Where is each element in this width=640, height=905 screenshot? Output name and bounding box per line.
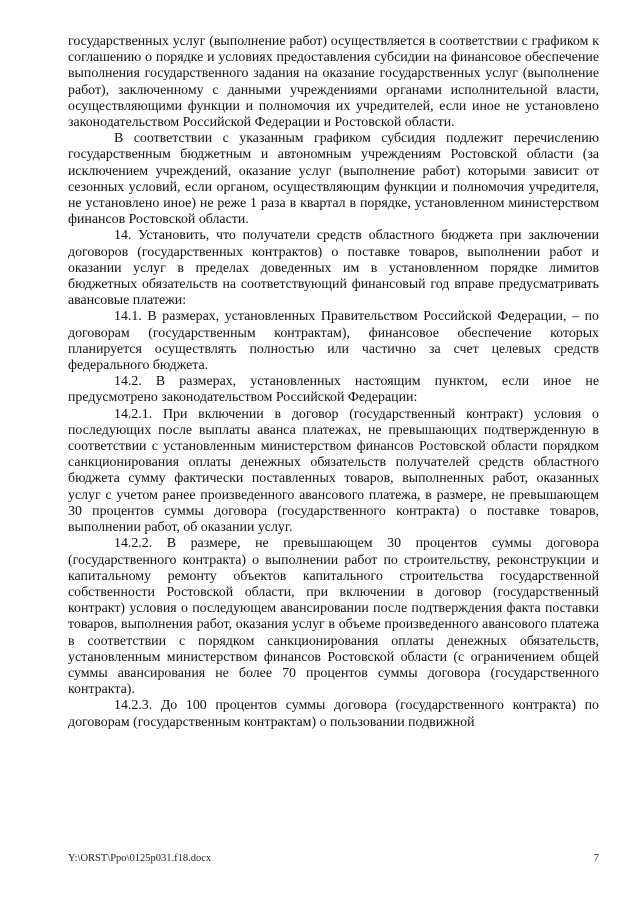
paragraph-14-2-3: 14.2.3. До 100 процентов суммы договора (государственного контракта) по договорам (государственным контрактам) о пользовании подвижной (68, 698, 599, 730)
paragraph-14-2-2: 14.2.2. В размере, не превышающем 30 процентов суммы договора (государственного контракта) о выполнении работ по строительству, реконструкции и капитальному ремонту объектов капитального строительства государственной собственности Ростовской области, при включении в договор (государственный контракт) условия о последующем авансировании после подтверждения факта поставки товаров, выполнения работ, оказания услуг в объеме произведенного авансового платежа в соответствии с порядком санкционирования оплаты денежных обязательств, установленным министерством финансов Ростовской области (с ограничением общей суммы авансирования не более 70 процентов суммы договора (государственного контракта). (68, 536, 599, 698)
file-path: Y:\ORST\Ppo\0125p031.f18.docx (68, 853, 212, 864)
paragraph-14-2: 14.2. В размерах, установленных настоящим пунктом, если иное не предусмотрено законодательством Российской Федерации: (68, 374, 599, 406)
paragraph-14-1: 14.1. В размерах, установленных Правительством Российской Федерации, – по договорам (государственным контрактам), финансовое обеспечение которых планируется осуществлять полностью или частично за счет целевых средств федерального бюджета. (68, 309, 599, 374)
page-footer (68, 853, 599, 864)
paragraph-14-2-1: 14.2.1. При включении в договор (государственный контракт) условия о последующих после выплаты аванса платежах, не превышающих подтвержденную в соответствии с установленным министерством финансов Ростовской области порядком санкционирования оплаты денежных обязательств получателей средств областного бюджета сумму фактически поставленных товаров, выполненных работ, оказанных услуг с учетом ранее произведенного авансового платежа, в размере, не превышающем 30 процентов суммы договора (государственного контракта) о поставке товаров, выполнении работ, об оказании услуг. (68, 406, 599, 536)
paragraph-subsidy-schedule: В соответствии с указанным графиком субсидия подлежит перечислению государственным бюджетным и автономным учреждениям Ростовской области (за исключением учреждений, оказание услуг (выполнение работ) которыми зависит от сезонных условий, если органом, осуществляющим функции и полномочия учредителя, не установлено иное) не реже 1 раза в квартал в порядке, установленном министерством финансов Ростовской области. (68, 131, 599, 228)
paragraph-continuation: государственных услуг (выполнение работ) осуществляется в соответствии с графиком к соглашению о порядке и условиях предоставления субсидии на финансовое обеспечение выполнения государственного задания на оказание государственных услуг (выполнение работ), заключенному с данными учреждениями органами исполнительной власти, осуществляющими функции и полномочия их учредителей, если иное не установлено законодательством Российской Федерации и Ростовской области. (68, 34, 599, 131)
page-number: 7 (593, 853, 599, 864)
document-body (68, 34, 599, 731)
paragraph-14: 14. Установить, что получатели средств областного бюджета при заключении договоров (государственных контрактов) о поставке товаров, выполнении работ и оказании услуг в пределах доведенных им в установленном порядке лимитов бюджетных обязательств на соответствующий финансовый год вправе предусматривать авансовые платежи: (68, 228, 599, 309)
